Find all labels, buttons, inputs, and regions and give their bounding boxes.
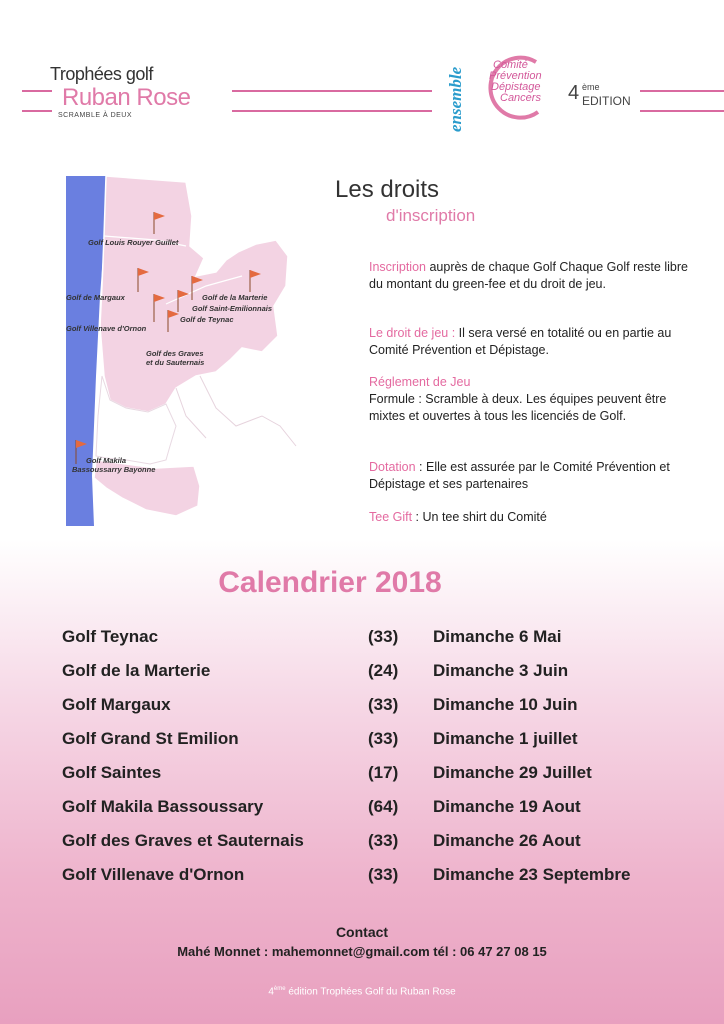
- calendar-row: [62, 729, 702, 755]
- reglement-text: Formule : Scramble à deux. Les équipes peuvent être mixtes et ouvertes à tous les licenciés de Golf.: [369, 392, 667, 423]
- rights-title: Les droits: [335, 176, 440, 203]
- calendar-row: [62, 763, 702, 789]
- teegift-key: Tee Gift: [369, 510, 413, 524]
- golf-date: Dimanche 10 Juin: [433, 695, 578, 714]
- header-rule-top: [232, 90, 432, 92]
- map-label: Golf de Margaux: [66, 293, 125, 302]
- header-rule-bottom: [22, 110, 52, 112]
- golf-date: Dimanche 6 Mai: [433, 627, 562, 646]
- inscription-key: Inscription: [369, 260, 426, 274]
- dotation-paragraph: [369, 459, 699, 493]
- golf-name: Golf des Graves et Sauternais: [62, 831, 304, 850]
- edition-label: EDITION: [582, 94, 631, 108]
- golf-date: Dimanche 3 Juin: [433, 661, 569, 680]
- footer-number: 4: [268, 986, 274, 998]
- map-label: Golf Louis Rouyer Guillet: [88, 238, 179, 247]
- teegift-paragraph: [369, 509, 699, 526]
- calendar-title: Calendrier 2018: [218, 566, 442, 599]
- brand-top-text: Trophées golf: [50, 64, 153, 84]
- calendar-row: [62, 797, 702, 823]
- reglement-paragraph: [369, 374, 699, 425]
- calendar-row: [62, 627, 702, 653]
- header-rule-right: [640, 110, 724, 112]
- map-label: Golf Villenave d'Ornon: [66, 324, 147, 333]
- golf-dept: (33): [368, 831, 399, 850]
- reglement-key: Réglement de Jeu: [369, 375, 471, 389]
- golf-name: Golf Margaux: [62, 695, 171, 714]
- golf-name: Golf de la Marterie: [62, 661, 211, 680]
- golf-name: Golf Teynac: [62, 627, 159, 646]
- golf-name: Golf Saintes: [62, 763, 162, 782]
- droit-paragraph: [369, 325, 699, 359]
- golf-dept: (33): [368, 865, 399, 884]
- edition-number: 4: [568, 82, 580, 104]
- droit-key: Le droit de jeu :: [369, 326, 456, 340]
- golf-name: Golf Makila Bassoussary: [62, 797, 264, 816]
- brand-main-text: Ruban Rose: [62, 84, 191, 111]
- header-rule-bottom: [232, 110, 432, 112]
- golf-date: Dimanche 19 Aout: [433, 797, 581, 816]
- calendar-row: [62, 831, 702, 857]
- golf-name: Golf Grand St Emilion: [62, 729, 239, 748]
- golf-dept: (64): [368, 797, 399, 816]
- golf-date: Dimanche 26 Aout: [433, 831, 581, 850]
- dotation-text: : Elle est assurée par le Comité Prévention et Dépistage et ses partenaires: [369, 460, 670, 491]
- map-label: Golf de la Marterie: [202, 293, 268, 302]
- droit-text: Il sera versé en totalité ou en partie au Comité Prévention et Dépistage.: [369, 326, 672, 357]
- map-label: Bassoussarry Bayonne: [72, 465, 156, 474]
- map-label: Golf Makila: [86, 456, 127, 465]
- golf-date: Dimanche 1 juillet: [433, 729, 578, 748]
- golf-dept: (33): [368, 695, 399, 714]
- map-label: et du Sauternais: [146, 358, 205, 367]
- inscription-paragraph: [369, 259, 699, 293]
- calendar-row: [62, 695, 702, 721]
- map-label: Golf Saint-Emilionnais: [192, 304, 273, 313]
- map-label: Golf de Teynac: [180, 315, 234, 324]
- footer-superscript: ème: [273, 986, 286, 992]
- header-rule-top: [22, 90, 52, 92]
- golf-dept: (17): [368, 763, 399, 782]
- rights-subtitle: d'inscription: [386, 206, 476, 225]
- map-label: Golf des Graves: [146, 349, 204, 358]
- footer-text: [0, 986, 724, 997]
- region-map: [66, 176, 316, 526]
- golf-dept: (24): [368, 661, 399, 680]
- golf-dept: (33): [368, 729, 399, 748]
- golf-date: Dimanche 29 Juillet: [433, 763, 592, 782]
- footer-label: édition Trophées Golf du Ruban Rose: [285, 986, 456, 998]
- edition-superscript: ème: [582, 82, 600, 92]
- contact-heading: Contact: [335, 924, 389, 940]
- golf-dept: (33): [368, 627, 399, 646]
- ensemble-logo-text: ensemble: [446, 66, 465, 132]
- brand-subtitle: SCRAMBLE À DEUX: [58, 112, 133, 119]
- calendar-row: [62, 865, 702, 891]
- header-rule-right: [640, 90, 724, 92]
- teegift-text: : Un tee shirt du Comité: [412, 510, 547, 524]
- inscription-text: auprès de chaque Golf Chaque Golf reste libre du montant du green-fee et du droit de jeu.: [369, 260, 688, 291]
- contact-line: Mahé Monnet : mahemonnet@gmail.com tél : 06 47 27 08 15: [177, 944, 547, 959]
- golf-date: Dimanche 23 Septembre: [433, 865, 631, 884]
- dotation-key: Dotation: [369, 460, 416, 474]
- calendar-row: [62, 661, 702, 687]
- golf-name: Golf Villenave d'Ornon: [62, 865, 245, 884]
